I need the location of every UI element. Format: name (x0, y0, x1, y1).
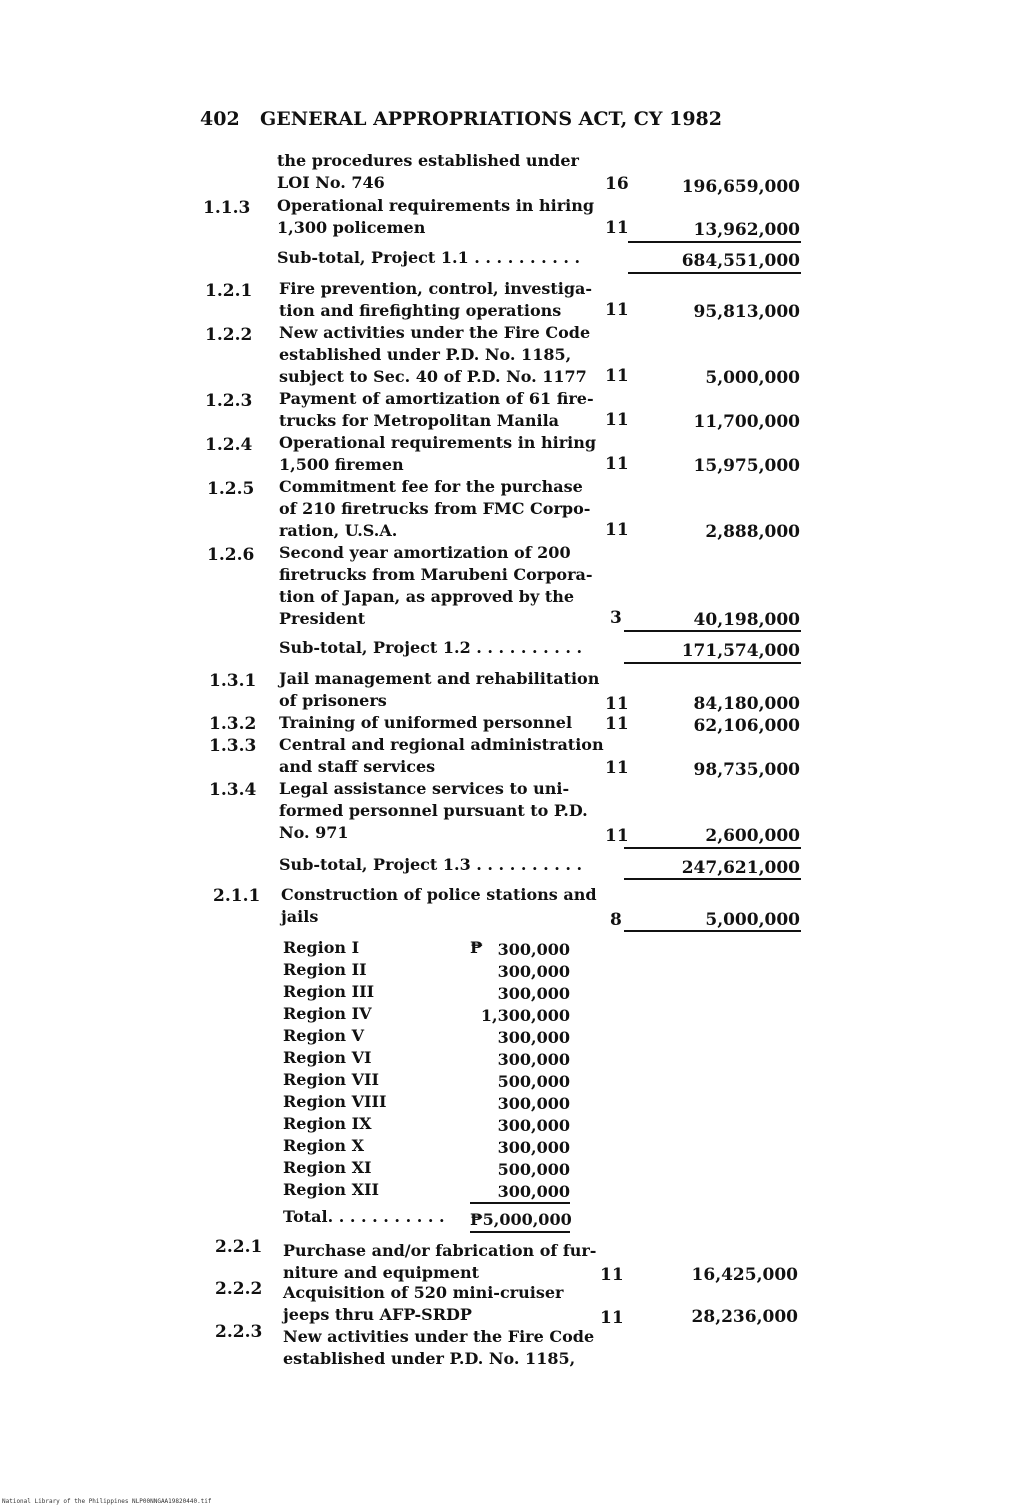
subtotal-label: Sub-total, Project 1.1 . . . . . . . . . . (277, 248, 581, 267)
region-name: Region VI (283, 1048, 372, 1067)
entry-amount: 15,975,000 (693, 456, 800, 476)
region-name: Region II (283, 960, 367, 979)
underline (470, 1231, 570, 1233)
entry-code: 11 (600, 1308, 624, 1328)
region-amount: 300,000 (497, 1050, 570, 1069)
entry-number: 2.2.1 (215, 1237, 263, 1257)
subtotal-amount: 171,574,000 (681, 641, 800, 661)
regions-total-amount: ₱5,000,000 (470, 1210, 572, 1229)
subtotal-amount: 684,551,000 (681, 251, 800, 271)
entry-description: Training of uniformed personnel (279, 713, 573, 732)
entry-amount: 98,735,000 (693, 760, 800, 780)
entry-amount: 28,236,000 (691, 1307, 798, 1327)
entry-description: New activities under the Fire Code established under P.D. No. 1185, subject to Sec. 40 of P.D. No. 1177 (279, 323, 591, 386)
underline (628, 241, 801, 243)
entry-description: Purchase and/or fabrication of fur- niture and equipment (283, 1241, 597, 1282)
region-amount: 500,000 (497, 1072, 570, 1091)
entry-amount: 196,659,000 (681, 177, 800, 197)
region-name: Region XII (283, 1180, 379, 1199)
entry-amount: 84,180,000 (693, 694, 800, 714)
underline (624, 930, 801, 932)
scan-footer: National Library of the Philippines NLP00NNGAA19820440.tif (2, 1498, 212, 1505)
region-amount: 300,000 (497, 1116, 570, 1135)
entry-description: Operational requirements in hiring 1,500 firemen (279, 433, 597, 474)
entry-description: Acquisition of 520 mini-cruiser jeeps thru AFP-SRDP (283, 1283, 564, 1324)
entry-code: 16 (605, 174, 629, 194)
subtotal-amount: 247,621,000 (681, 858, 800, 878)
entry-description: Construction of police stations and jails (281, 885, 597, 926)
underline (628, 272, 801, 274)
region-name: Region V (283, 1026, 365, 1045)
entry-code: 11 (605, 454, 629, 474)
entry-description: Commitment fee for the purchase of 210 firetrucks from FMC Corpo- ration, U.S.A. (279, 477, 591, 540)
entry-description: Payment of amortization of 61 fire- trucks for Metropolitan Manila (279, 389, 594, 430)
entry-code: 11 (600, 1265, 624, 1285)
entry-description: Jail management and rehabilitation of prisoners (279, 669, 600, 710)
subtotal-label: Sub-total, Project 1.3 . . . . . . . . . . (279, 855, 583, 874)
region-amount: 300,000 (497, 940, 570, 959)
entry-number: 1.2.4 (205, 435, 253, 455)
region-amount: 300,000 (497, 1138, 570, 1157)
entry-description: the procedures established under LOI No. 746 (277, 151, 579, 192)
region-name: Region VIII (283, 1092, 387, 1111)
entry-code: 11 (605, 826, 629, 846)
entry-amount: 2,600,000 (705, 826, 800, 846)
entry-number: 1.2.2 (205, 325, 253, 345)
entry-number: 1.3.3 (209, 736, 257, 756)
entry-code: 11 (605, 520, 629, 540)
entry-number: 2.2.3 (215, 1322, 263, 1342)
region-amount: 1,300,000 (480, 1006, 570, 1025)
page-title: GENERAL APPROPRIATIONS ACT, CY 1982 (260, 108, 722, 130)
underline (470, 1202, 570, 1204)
entry-amount: 2,888,000 (705, 522, 800, 542)
underline (624, 662, 801, 664)
entry-description: Legal assistance services to uni- formed personnel pursuant to P.D. No. 971 (279, 779, 588, 842)
entry-number: 1.2.5 (207, 479, 255, 499)
underline (624, 878, 801, 880)
entry-description: Fire prevention, control, investiga- tion and firefighting operations (279, 279, 593, 320)
entry-code: 3 (610, 608, 622, 628)
region-amount: 500,000 (497, 1160, 570, 1179)
entry-number: 1.3.2 (209, 714, 257, 734)
region-name: Region III (283, 982, 375, 1001)
entry-code: 8 (610, 910, 622, 930)
region-amount: 300,000 (497, 1028, 570, 1047)
region-name: Region IV (283, 1004, 372, 1023)
entry-amount: 5,000,000 (705, 368, 800, 388)
regions-total-label: Total. . . . . . . . . . . (283, 1207, 445, 1226)
entry-amount: 16,425,000 (691, 1265, 798, 1285)
entry-amount: 11,700,000 (693, 412, 800, 432)
entry-number: 1.1.3 (203, 198, 251, 218)
entry-amount: 95,813,000 (693, 302, 800, 322)
peso-sign: ₱ (470, 938, 483, 957)
underline (624, 630, 801, 632)
region-amount: 300,000 (497, 984, 570, 1003)
region-name: Region I (283, 938, 360, 957)
entry-number: 1.2.1 (205, 281, 253, 301)
region-name: Region IX (283, 1114, 372, 1133)
region-name: Region XI (283, 1158, 372, 1177)
entry-number: 2.1.1 (213, 886, 261, 906)
entry-description: New activities under the Fire Code established under P.D. No. 1185, (283, 1327, 595, 1368)
entry-code: 11 (605, 300, 629, 320)
entry-code: 11 (605, 410, 629, 430)
entry-number: 1.3.1 (209, 671, 257, 691)
entry-amount: 40,198,000 (693, 610, 800, 630)
region-amount: 300,000 (497, 1094, 570, 1113)
entry-code: 11 (605, 694, 629, 714)
region-name: Region X (283, 1136, 365, 1155)
entry-amount: 62,106,000 (693, 716, 800, 736)
entry-code: 11 (605, 714, 629, 734)
entry-amount: 5,000,000 (705, 910, 800, 930)
page-number: 402 (200, 108, 240, 130)
entry-code: 11 (605, 366, 629, 386)
entry-description: Operational requirements in hiring 1,300 policemen (277, 196, 595, 237)
entry-description: Second year amortization of 200 firetrucks from Marubeni Corpora- tion of Japan, as approved by the President (279, 543, 593, 628)
region-name: Region VII (283, 1070, 379, 1089)
entry-code: 11 (605, 758, 629, 778)
region-amount: 300,000 (497, 1182, 570, 1201)
subtotal-label: Sub-total, Project 1.2 . . . . . . . . . . (279, 638, 583, 657)
entry-code: 11 (605, 218, 629, 238)
region-amount: 300,000 (497, 962, 570, 981)
entry-number: 2.2.2 (215, 1279, 263, 1299)
underline (624, 847, 801, 849)
entry-number: 1.3.4 (209, 780, 257, 800)
entry-number: 1.2.6 (207, 545, 255, 565)
entry-number: 1.2.3 (205, 391, 253, 411)
entry-description: Central and regional administration and staff services (279, 735, 604, 776)
entry-amount: 13,962,000 (693, 220, 800, 240)
